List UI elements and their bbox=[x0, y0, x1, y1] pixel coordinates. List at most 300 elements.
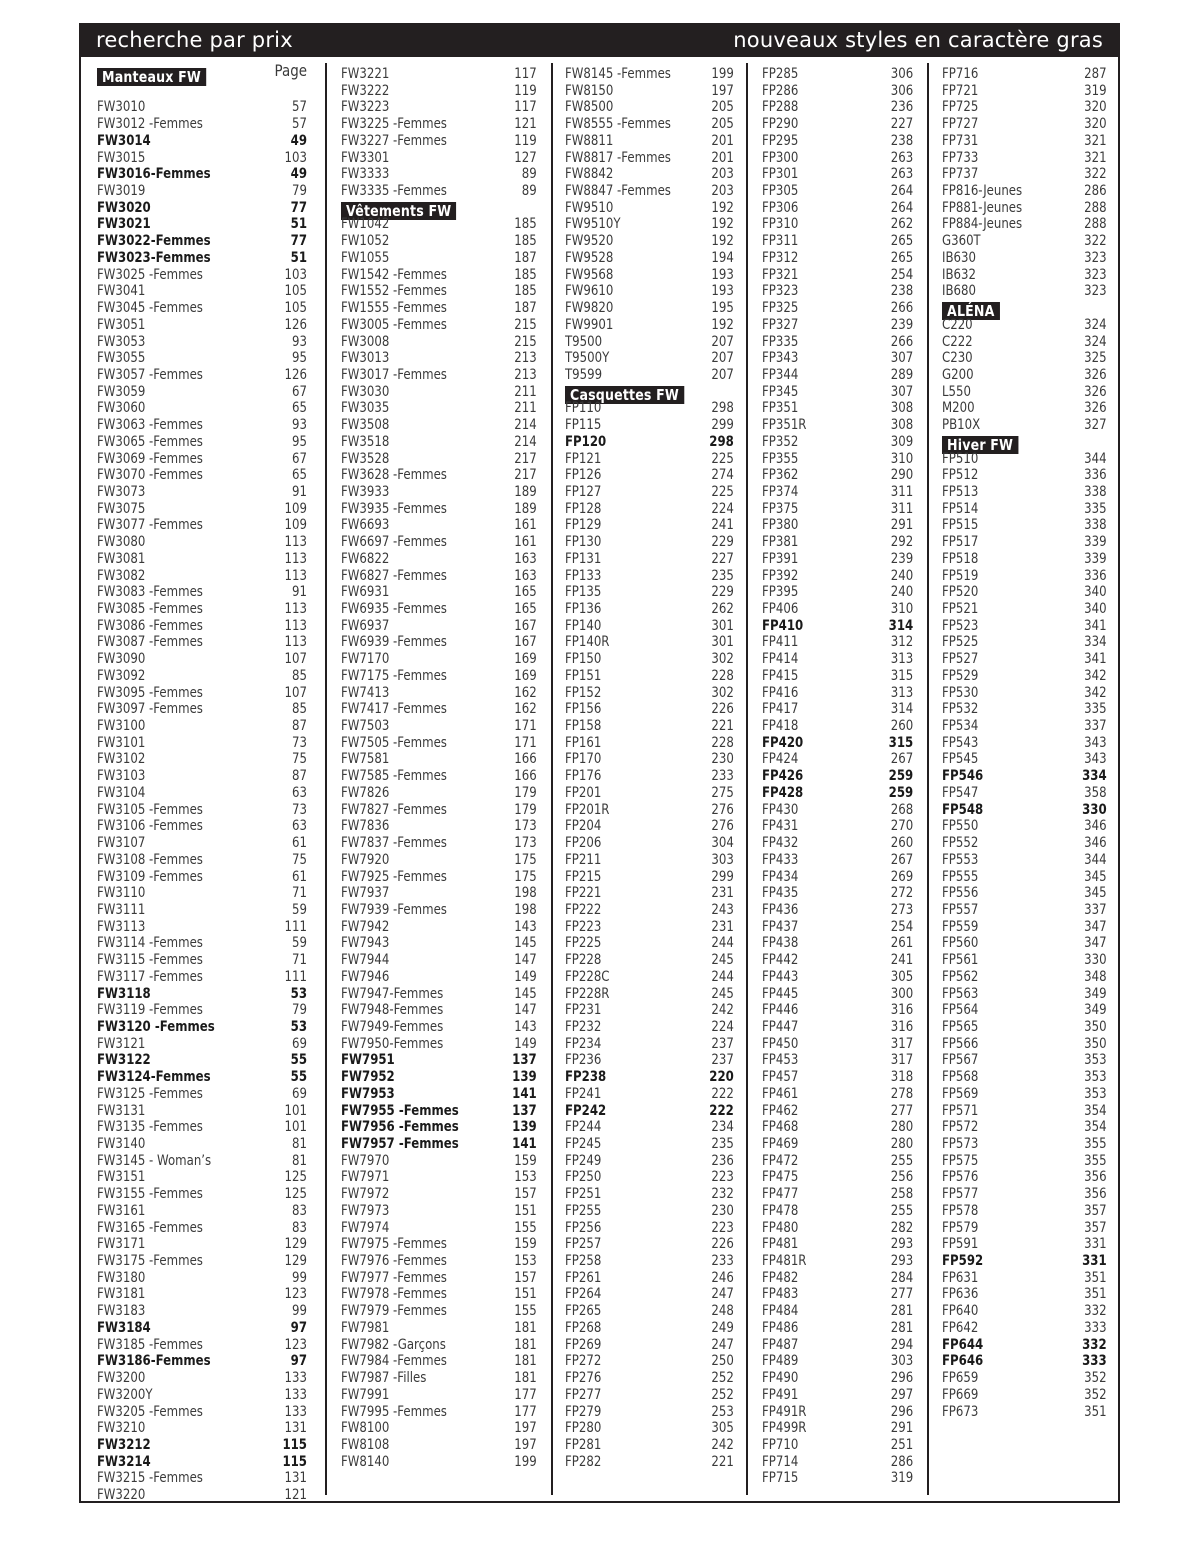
style-code: FP151 bbox=[565, 667, 602, 684]
page-number: 323 bbox=[1084, 266, 1107, 283]
index-row bbox=[341, 300, 537, 317]
style-code: FW8150 bbox=[565, 82, 614, 99]
style-code: FP241 bbox=[565, 1085, 602, 1102]
page-number: 277 bbox=[890, 1286, 914, 1303]
page-number: 290 bbox=[890, 467, 914, 484]
style-code: FP640 bbox=[942, 1303, 979, 1320]
page-number: 244 bbox=[711, 935, 734, 952]
style-code: FW3108 -Femmes bbox=[97, 851, 203, 868]
page-number: 113 bbox=[284, 567, 307, 584]
style-code: FP410 bbox=[762, 617, 804, 634]
style-code: FP659 bbox=[942, 1370, 979, 1387]
index-row bbox=[762, 1353, 913, 1370]
style-code: FW7978 -Femmes bbox=[341, 1286, 447, 1303]
page-number: 65 bbox=[292, 400, 307, 417]
index-row bbox=[762, 735, 913, 752]
style-code: FP288 bbox=[762, 99, 799, 116]
page-number: 355 bbox=[1084, 1152, 1107, 1169]
index-row bbox=[942, 1002, 1107, 1019]
index-row bbox=[762, 534, 913, 551]
style-code: FW3025 -Femmes bbox=[97, 266, 203, 283]
index-row bbox=[565, 166, 734, 183]
page-number: 131 bbox=[284, 1470, 307, 1487]
index-row bbox=[97, 200, 307, 217]
page-number: 302 bbox=[711, 684, 734, 701]
page-number: 157 bbox=[514, 1269, 537, 1286]
page-number: 159 bbox=[514, 1152, 537, 1169]
style-code: FW3082 bbox=[97, 567, 146, 584]
index-row bbox=[565, 618, 734, 635]
index-row bbox=[341, 166, 537, 183]
page-number: 97 bbox=[290, 1319, 307, 1336]
index-row bbox=[97, 835, 307, 852]
style-code: FP312 bbox=[762, 249, 799, 266]
style-code: FP517 bbox=[942, 534, 979, 551]
index-row bbox=[762, 1019, 913, 1036]
style-code: FW3528 bbox=[341, 450, 390, 467]
style-code: FP380 bbox=[762, 517, 799, 534]
style-code: FP295 bbox=[762, 132, 799, 149]
style-code: FP578 bbox=[942, 1202, 979, 1219]
style-code: FP406 bbox=[762, 601, 799, 617]
index-row bbox=[97, 1186, 307, 1203]
page-number: 77 bbox=[290, 233, 307, 250]
style-code: FW3115 -Femmes bbox=[97, 952, 203, 969]
style-code: FP306 bbox=[762, 199, 799, 216]
style-code: FP374 bbox=[762, 483, 799, 500]
style-code: FW9510 bbox=[565, 199, 614, 216]
style-code: C220 bbox=[942, 316, 973, 333]
index-row bbox=[762, 584, 913, 601]
style-code: FW1042 bbox=[341, 216, 390, 233]
index-row bbox=[565, 818, 734, 835]
page-number: 264 bbox=[890, 199, 914, 216]
page-number: 351 bbox=[1084, 1286, 1107, 1303]
index-row bbox=[762, 751, 913, 768]
index-row bbox=[762, 133, 913, 150]
index-row bbox=[565, 768, 734, 785]
style-code: FP560 bbox=[942, 935, 979, 952]
style-code: FP135 bbox=[565, 584, 602, 601]
style-code: FW3185 -Femmes bbox=[97, 1336, 203, 1353]
page-number: 260 bbox=[890, 835, 914, 852]
index-row bbox=[565, 751, 734, 768]
index-row bbox=[97, 334, 307, 351]
page-number: 201 bbox=[711, 149, 734, 166]
page-number: 151 bbox=[514, 1286, 537, 1303]
page-number: 305 bbox=[890, 968, 914, 985]
style-code: FW3055 bbox=[97, 350, 146, 367]
style-code: FW3059 bbox=[97, 383, 146, 400]
page-number: 267 bbox=[890, 851, 914, 868]
index-row bbox=[762, 869, 913, 886]
index-row bbox=[97, 1069, 307, 1086]
page-number: 67 bbox=[292, 450, 307, 467]
page-number: 111 bbox=[284, 918, 307, 935]
style-code: FP673 bbox=[942, 1403, 979, 1420]
page-number: 349 bbox=[1084, 985, 1107, 1002]
index-row bbox=[942, 551, 1107, 568]
style-code: FW3106 -Femmes bbox=[97, 818, 203, 835]
header-title-right: nouveaux styles en caractère gras bbox=[733, 28, 1103, 52]
style-code: FP532 bbox=[942, 701, 979, 718]
index-row bbox=[565, 1203, 734, 1220]
style-code: FP395 bbox=[762, 584, 799, 601]
style-code: FP242 bbox=[565, 1102, 607, 1119]
style-code: FP453 bbox=[762, 1052, 799, 1069]
style-code: FW7970 bbox=[341, 1152, 390, 1169]
page-number: 121 bbox=[284, 1487, 307, 1504]
index-row bbox=[341, 1353, 537, 1370]
index-row bbox=[565, 935, 734, 952]
style-code: FW1542 -Femmes bbox=[341, 266, 447, 283]
page-number: 99 bbox=[292, 1303, 307, 1320]
style-code: FW7957 -Femmes bbox=[341, 1136, 459, 1152]
page-number: 241 bbox=[711, 517, 734, 534]
index-row bbox=[341, 935, 537, 952]
index-row bbox=[341, 484, 537, 501]
index-row bbox=[762, 651, 913, 668]
index-row bbox=[341, 1337, 537, 1354]
page-number: 224 bbox=[711, 500, 734, 517]
index-row bbox=[341, 334, 537, 351]
page-number: 330 bbox=[1084, 952, 1107, 969]
style-code: FW3019 bbox=[97, 183, 146, 200]
style-code: FP438 bbox=[762, 935, 799, 952]
style-code: FW8100 bbox=[341, 1420, 390, 1437]
style-code: FP591 bbox=[942, 1236, 979, 1253]
style-code: FW7987 -Filles bbox=[341, 1370, 427, 1387]
page-number: 69 bbox=[292, 1035, 307, 1052]
page-number: 109 bbox=[284, 500, 307, 517]
page-number: 335 bbox=[1084, 500, 1107, 517]
page-number: 193 bbox=[711, 283, 734, 300]
page-number: 319 bbox=[890, 1470, 914, 1487]
style-code: FP725 bbox=[942, 99, 979, 116]
index-row bbox=[341, 1052, 537, 1069]
index-row bbox=[97, 718, 307, 735]
index-row bbox=[97, 1203, 307, 1220]
page-number: 275 bbox=[711, 784, 734, 801]
index-row bbox=[341, 451, 537, 468]
index-row bbox=[942, 501, 1107, 518]
style-code: FW3227 -Femmes bbox=[341, 132, 447, 149]
style-code: FW3100 bbox=[97, 718, 146, 735]
index-row bbox=[565, 1370, 734, 1387]
page-number: 357 bbox=[1084, 1219, 1107, 1236]
index-row bbox=[942, 400, 1107, 417]
page-number: 238 bbox=[890, 132, 914, 149]
style-code: FW7953 bbox=[341, 1085, 395, 1102]
style-code: FW3212 bbox=[97, 1436, 151, 1453]
style-code: FW3220 bbox=[97, 1487, 146, 1504]
index-row bbox=[341, 1069, 537, 1086]
page-number: 75 bbox=[292, 751, 307, 768]
index-row bbox=[565, 969, 734, 986]
style-code: FP484 bbox=[762, 1303, 799, 1320]
page-number: 354 bbox=[1084, 1102, 1107, 1119]
style-code: FP520 bbox=[942, 584, 979, 601]
index-row bbox=[341, 1270, 537, 1287]
style-code: FP121 bbox=[565, 450, 602, 467]
style-code: FP126 bbox=[565, 467, 602, 484]
index-row bbox=[565, 150, 734, 167]
page-number: 249 bbox=[711, 1319, 734, 1336]
style-code: FP642 bbox=[942, 1319, 979, 1336]
page-number: 310 bbox=[890, 450, 914, 467]
style-code: FP231 bbox=[565, 1002, 602, 1019]
index-row bbox=[341, 651, 537, 668]
style-code: FW7991 bbox=[341, 1386, 390, 1403]
style-code: T9500Y bbox=[565, 350, 610, 367]
page-number: 338 bbox=[1084, 517, 1107, 534]
style-code: FP344 bbox=[762, 366, 799, 383]
style-code: FW7944 bbox=[341, 952, 390, 969]
index-row bbox=[341, 1236, 537, 1253]
style-code: FW6693 bbox=[341, 517, 390, 534]
index-row bbox=[565, 584, 734, 601]
style-code: FP519 bbox=[942, 567, 979, 584]
style-code: FP576 bbox=[942, 1169, 979, 1186]
page-number: 233 bbox=[711, 1253, 734, 1270]
index-row bbox=[97, 651, 307, 668]
index-row bbox=[762, 1036, 913, 1053]
index-row bbox=[97, 350, 307, 367]
page-number: 189 bbox=[514, 483, 537, 500]
style-code: FP221 bbox=[565, 885, 602, 902]
style-code: FP579 bbox=[942, 1219, 979, 1236]
index-row bbox=[565, 785, 734, 802]
style-code: FP710 bbox=[762, 1436, 799, 1453]
index-row bbox=[565, 1103, 734, 1120]
page-number: 185 bbox=[514, 216, 537, 233]
page-number: 149 bbox=[514, 1035, 537, 1052]
style-code: FP514 bbox=[942, 500, 979, 517]
style-code: FP457 bbox=[762, 1069, 799, 1086]
page-number: 327 bbox=[1084, 417, 1107, 434]
index-row bbox=[762, 1103, 913, 1120]
style-code: IB632 bbox=[942, 266, 976, 283]
style-code: FW8811 bbox=[565, 132, 614, 149]
page-number: 133 bbox=[284, 1403, 307, 1420]
index-row bbox=[942, 1320, 1107, 1337]
style-code: FP450 bbox=[762, 1035, 799, 1052]
style-code: FW3008 bbox=[341, 333, 390, 350]
style-code: FP737 bbox=[942, 166, 979, 183]
style-code: FP264 bbox=[565, 1286, 602, 1303]
page-number: 115 bbox=[282, 1436, 307, 1453]
page-number: 235 bbox=[711, 567, 734, 584]
style-code: FW3060 bbox=[97, 400, 146, 417]
style-code: FW7974 bbox=[341, 1219, 390, 1236]
page-number: 67 bbox=[292, 383, 307, 400]
page-number: 147 bbox=[514, 1002, 537, 1019]
style-code: FP521 bbox=[942, 601, 979, 617]
style-code: FW3119 -Femmes bbox=[97, 1002, 203, 1019]
style-code: IB680 bbox=[942, 283, 976, 300]
style-code: FW7972 bbox=[341, 1186, 390, 1203]
style-code: FP255 bbox=[565, 1202, 602, 1219]
style-code: FP351R bbox=[762, 417, 807, 434]
page-number: 91 bbox=[292, 584, 307, 601]
style-code: FW1555 -Femmes bbox=[341, 300, 447, 317]
style-code: FW3175 -Femmes bbox=[97, 1253, 203, 1270]
page-number: 217 bbox=[514, 450, 537, 467]
index-row bbox=[762, 1370, 913, 1387]
index-row bbox=[942, 1036, 1107, 1053]
style-code: FW3107 bbox=[97, 835, 146, 852]
index-row bbox=[97, 1220, 307, 1237]
style-code: FP431 bbox=[762, 818, 799, 835]
page-number: 292 bbox=[890, 534, 914, 551]
index-row bbox=[942, 701, 1107, 718]
page-number: 298 bbox=[709, 433, 734, 450]
index-row bbox=[565, 133, 734, 150]
page-number: 304 bbox=[711, 835, 734, 852]
index-row bbox=[97, 484, 307, 501]
page-number: 233 bbox=[711, 768, 734, 785]
page-number: 318 bbox=[890, 1069, 914, 1086]
style-code: FW3030 bbox=[341, 383, 390, 400]
style-code: FW3087 -Femmes bbox=[97, 634, 203, 651]
index-row bbox=[97, 852, 307, 869]
style-code: FP281 bbox=[565, 1436, 602, 1453]
page-number: 171 bbox=[514, 734, 537, 751]
page-number: 83 bbox=[292, 1202, 307, 1219]
section-heading bbox=[942, 434, 1107, 454]
index-row bbox=[942, 1136, 1107, 1153]
style-code: FP525 bbox=[942, 634, 979, 651]
style-code: FP480 bbox=[762, 1219, 799, 1236]
style-code: FP225 bbox=[565, 935, 602, 952]
index-row bbox=[762, 183, 913, 200]
index-row bbox=[565, 986, 734, 1003]
style-code: FP569 bbox=[942, 1085, 979, 1102]
index-row bbox=[341, 1036, 537, 1053]
page-number: 121 bbox=[514, 116, 537, 133]
page-number: 143 bbox=[514, 918, 537, 935]
index-row bbox=[942, 1103, 1107, 1120]
page-number: 336 bbox=[1084, 567, 1107, 584]
index-row bbox=[97, 768, 307, 785]
page-number: 281 bbox=[890, 1319, 914, 1336]
page-number: 181 bbox=[514, 1336, 537, 1353]
index-row bbox=[942, 869, 1107, 886]
page-number: 255 bbox=[890, 1202, 914, 1219]
page-number: 145 bbox=[514, 985, 537, 1002]
index-row bbox=[97, 1002, 307, 1019]
index-row bbox=[942, 952, 1107, 969]
page-number: 197 bbox=[514, 1420, 537, 1437]
page-number: 222 bbox=[711, 1085, 734, 1102]
index-row bbox=[341, 317, 537, 334]
page-number: 270 bbox=[890, 818, 914, 835]
style-code: FP512 bbox=[942, 467, 979, 484]
index-row bbox=[942, 233, 1107, 250]
page-number: 211 bbox=[514, 400, 537, 417]
index-row bbox=[942, 1203, 1107, 1220]
index-row bbox=[762, 1420, 913, 1437]
index-row bbox=[762, 216, 913, 233]
style-code: FW3124-Femmes bbox=[97, 1069, 211, 1086]
style-code: FP311 bbox=[762, 233, 799, 250]
style-code: FP411 bbox=[762, 634, 799, 651]
page-number: 81 bbox=[292, 1136, 307, 1152]
index-row bbox=[97, 601, 307, 618]
page-number: 305 bbox=[711, 1420, 734, 1437]
page-number: 255 bbox=[890, 1152, 914, 1169]
style-code: FP300 bbox=[762, 149, 799, 166]
page-number: 177 bbox=[514, 1386, 537, 1403]
style-code: FP228R bbox=[565, 985, 610, 1002]
page-number: 336 bbox=[1084, 467, 1107, 484]
page-number: 133 bbox=[284, 1370, 307, 1387]
page-number: 351 bbox=[1084, 1403, 1107, 1420]
index-row bbox=[942, 350, 1107, 367]
style-code: FP256 bbox=[565, 1219, 602, 1236]
index-row bbox=[942, 852, 1107, 869]
index-row bbox=[97, 568, 307, 585]
style-code: FW3151 bbox=[97, 1169, 146, 1186]
style-code: FW3017 -Femmes bbox=[341, 366, 447, 383]
style-code: FW7943 bbox=[341, 935, 390, 952]
page-number: 240 bbox=[890, 584, 914, 601]
section-heading bbox=[565, 384, 734, 404]
page-number: 340 bbox=[1084, 584, 1107, 601]
page-number: 237 bbox=[711, 1035, 734, 1052]
style-code: FP238 bbox=[565, 1069, 607, 1086]
style-code: FP110 bbox=[565, 400, 602, 417]
page-number: 141 bbox=[512, 1085, 537, 1102]
page-number: 137 bbox=[512, 1052, 537, 1069]
style-code: FW3333 bbox=[341, 166, 390, 183]
style-code: FW3041 bbox=[97, 283, 146, 300]
index-row bbox=[762, 1437, 913, 1454]
index-row bbox=[942, 601, 1107, 618]
page-number: 322 bbox=[1084, 166, 1107, 183]
style-code: FP552 bbox=[942, 835, 979, 852]
index-row bbox=[762, 1253, 913, 1270]
section-label: Casquettes FW bbox=[565, 386, 684, 404]
index-row bbox=[565, 568, 734, 585]
style-code: FP391 bbox=[762, 550, 799, 567]
style-code: FP557 bbox=[942, 901, 979, 918]
index-row bbox=[341, 1303, 537, 1320]
style-code: FW7170 bbox=[341, 651, 390, 668]
index-row bbox=[341, 1103, 537, 1120]
index-row bbox=[341, 1420, 537, 1437]
style-code: FP420 bbox=[762, 734, 804, 751]
index-row bbox=[942, 1387, 1107, 1404]
index-row bbox=[341, 267, 537, 284]
page-number: 126 bbox=[284, 316, 307, 333]
index-row bbox=[565, 735, 734, 752]
index-row bbox=[97, 1253, 307, 1270]
index-row bbox=[942, 417, 1107, 434]
index-row bbox=[762, 484, 913, 501]
page-number: 131 bbox=[284, 1420, 307, 1437]
style-code: FW3069 -Femmes bbox=[97, 450, 203, 467]
style-code: FP548 bbox=[942, 801, 984, 818]
index-row bbox=[762, 668, 913, 685]
style-code: FW6935 -Femmes bbox=[341, 601, 447, 617]
page-number: 214 bbox=[514, 417, 537, 434]
style-code: FP176 bbox=[565, 768, 602, 785]
page-number: 227 bbox=[890, 116, 914, 133]
index-row bbox=[565, 869, 734, 886]
page-number: 264 bbox=[890, 183, 914, 200]
page-number: 243 bbox=[711, 901, 734, 918]
